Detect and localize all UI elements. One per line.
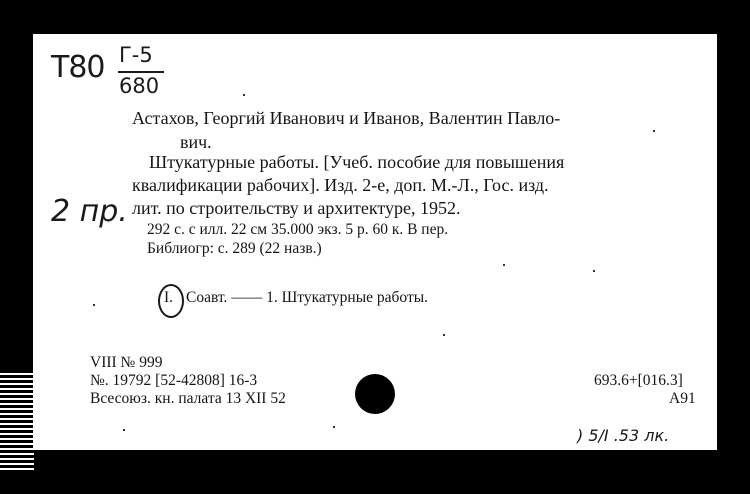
speck: [333, 426, 335, 428]
speck: [653, 130, 655, 132]
author-line: Астахов, Георгий Иванович и Иванов, Валентин Павло-: [132, 108, 561, 128]
punch-hole: [355, 374, 395, 414]
speck: [593, 270, 595, 272]
handwritten-date-note: ) 5/I .53 лк.: [577, 426, 670, 445]
author-continuation: вич.: [180, 132, 212, 152]
section-number: VIII № 999: [90, 354, 163, 371]
title-line-1: Штукатурные работы. [Учеб. пособие для повышения: [149, 152, 565, 172]
shelf-fraction-top: Г-5: [119, 43, 153, 67]
tracing-number: I.: [164, 289, 174, 306]
physical-description: 292 с. с илл. 22 см 35.000 экз. 5 р. 60 к. В пер.: [147, 221, 449, 238]
speck: [123, 429, 125, 431]
order-number: №. 19792 [52-42808] 16-3: [90, 372, 258, 389]
speck: [443, 334, 445, 336]
shelf-fraction-bar: [118, 71, 164, 73]
title-line-2: квалификации рабочих]. Изд. 2-е, доп. М.-Л., Гос. изд.: [132, 175, 549, 195]
tracing-text: Соавт. —— 1. Штукатурные работы.: [186, 289, 429, 306]
title-line-3: лит. по строительству и архитектуре, 1952.: [132, 198, 461, 218]
shelf-fraction-bottom: 680: [119, 74, 160, 98]
classification-index: 693.6+[016.3]: [594, 372, 683, 389]
speck: [93, 304, 95, 306]
catalog-card: [33, 34, 717, 450]
speck: [243, 94, 245, 96]
author-mark: А91: [669, 390, 696, 407]
bibliography-note: Библиогр: с. 289 (22 назв.): [147, 240, 322, 257]
speck: [503, 264, 505, 266]
handwritten-copies-note: 2 пр.: [51, 194, 128, 229]
torn-edge-strip: [0, 370, 34, 470]
book-chamber-line: Всесоюз. кн. палата 13 XII 52: [90, 390, 286, 407]
call-number: Т80: [51, 50, 105, 85]
